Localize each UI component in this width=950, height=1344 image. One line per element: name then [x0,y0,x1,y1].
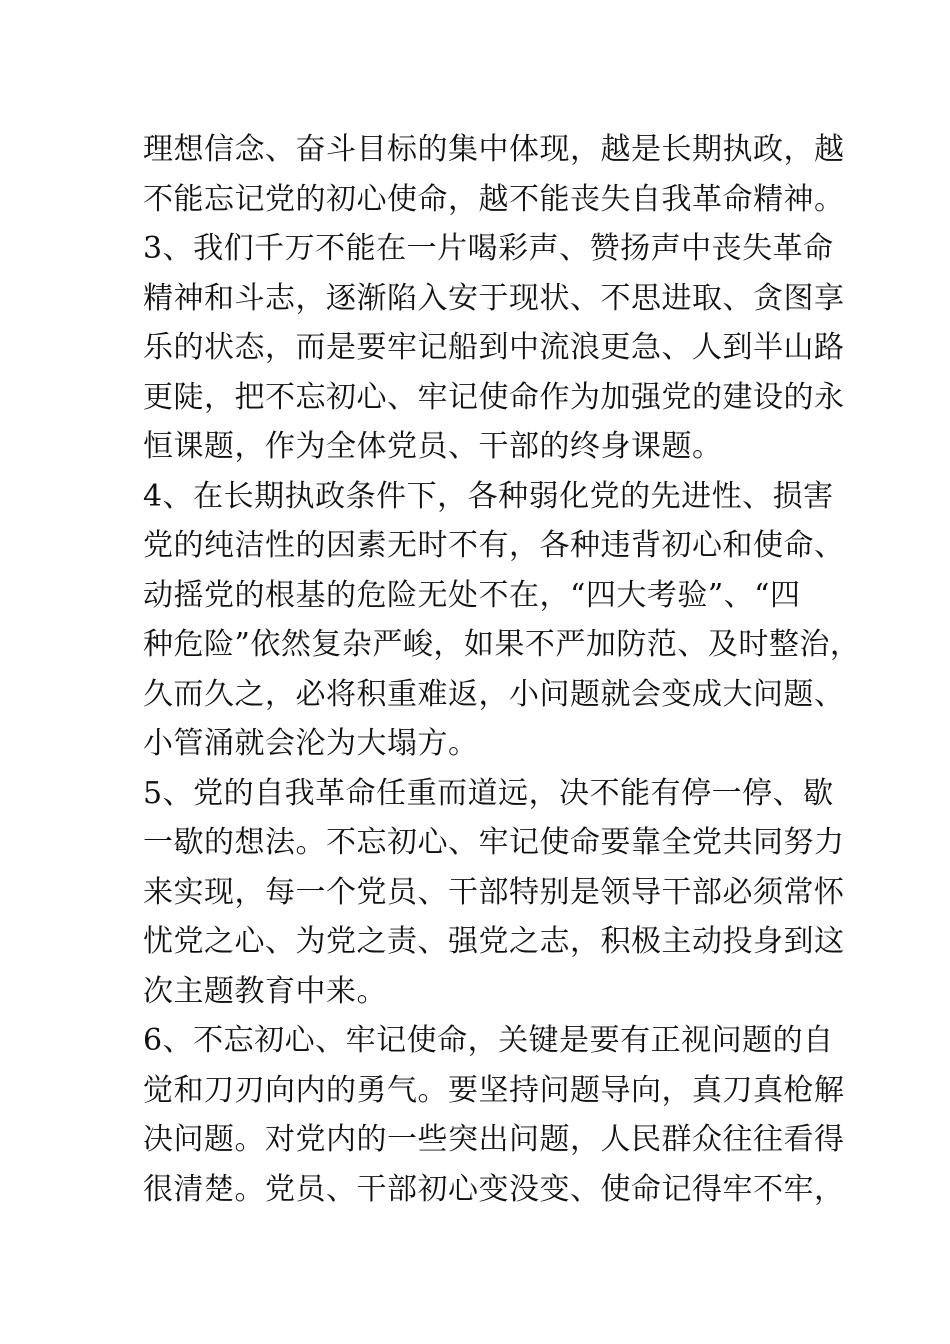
text-line: 小管涌就会沦为大塌方。 [143,726,479,761]
text-line: 恒课题，作为全体党员、干部的终身课题。 [143,429,723,464]
text-line: 更陡，把不忘初心、牢记使命作为加强党的建设的永 [143,379,845,415]
text-line: 动摇党的根基的危险无处不在，“四大考验”、“四 [143,577,801,613]
text-line: 4、在长期执政条件下，各种弱化党的先进性、损害 [143,478,834,514]
text-line: 觉和刀刃向内的勇气。要坚持问题导向，真刀真枪解 [143,1072,845,1108]
text-line: 乐的状态，而是要牢记船到中流浪更急、人到半山路 [143,330,845,365]
text-line: 6、不忘初心、牢记使命，关键是要有正视问题的自 [143,1023,834,1058]
text-line: 来实现，每一个党员、干部特别是领导干部必须常怀 [143,874,845,910]
body-text [143,125,861,1214]
text-line: 党的纯洁性的因素无时不有，各种违背初心和使命、 [143,528,845,563]
text-line: 5、党的自我革命任重而道远，决不能有停一停、歇 [143,775,834,811]
text-line: 决问题。对党内的一些突出问题，人民群众往往看得 [143,1122,845,1157]
text-line: 3、我们千万不能在一片喝彩声、赞扬声中丧失革命 [143,231,834,266]
text-line: 次主题教育中来。 [143,973,387,1009]
text-line: 种危险”依然复杂严峻，如果不严加防范、及时整治， [143,627,861,662]
text-line: 理想信念、奋斗目标的集中体现，越是长期执政，越 [143,132,845,167]
text-line: 精神和斗志，逐渐陷入安于现状、不思进取、贪图享 [143,280,845,316]
text-line: 忧党之心、为党之责、强党之志，积极主动投身到这 [143,924,845,959]
text-line: 久而久之，必将积重难返，小问题就会变成大问题、 [143,676,845,712]
text-line: 不能忘记党的初心使命，越不能丧失自我革命精神。 [143,181,845,217]
text-line: 很清楚。党员、干部初心变没变、使命记得牢不牢， [143,1171,845,1207]
text-line: 一歇的想法。不忘初心、牢记使命要靠全党共同努力 [143,825,845,860]
